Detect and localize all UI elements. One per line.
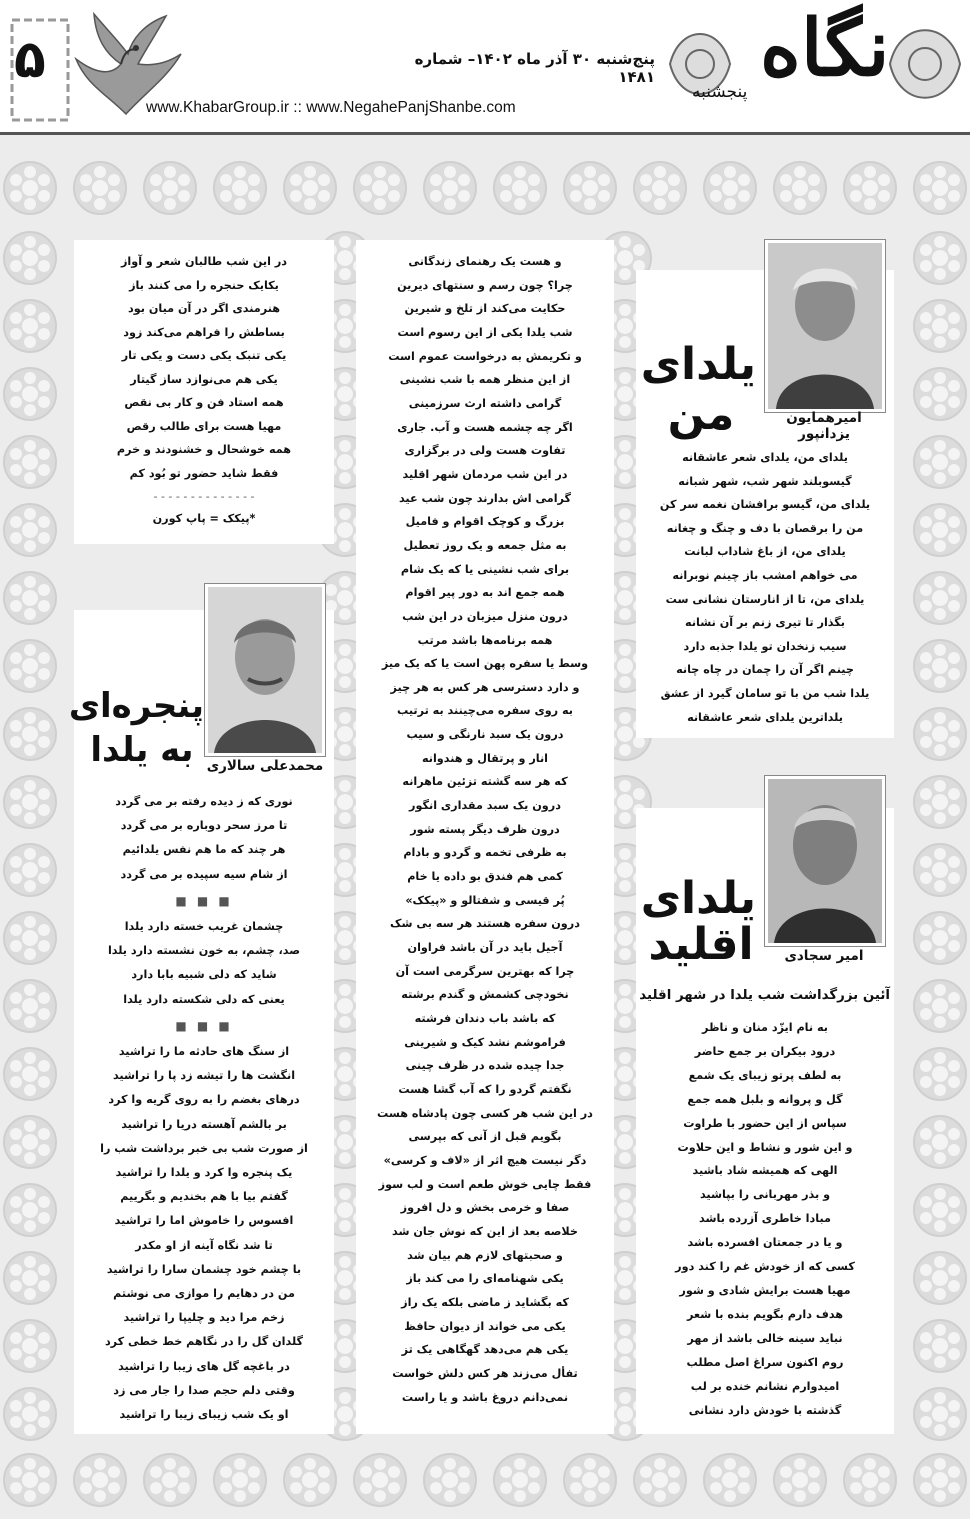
poem-continuation-left — [78, 250, 330, 485]
poem-line: گرامی داشته ارث سرزمینی — [408, 396, 562, 410]
chain-border-icon — [10, 18, 70, 122]
poem-line: بگذار تا تیری زنم بر آن نشانه — [685, 616, 845, 630]
separator-dashes: - - - - - - - - - - - - - - — [153, 490, 255, 503]
poem-line: بر بالشم آهسته دریا را تراشید — [121, 1117, 287, 1131]
poem-line: یکی هم می‌نوازد ساز گیتار — [130, 372, 278, 386]
poem-line: که هر سه گشته تزئین ماهرانه — [402, 775, 568, 789]
poem-yaldaye-eqlid — [640, 1016, 890, 1422]
poem-line: درون سفره هستند هر سه بی شک — [390, 917, 580, 931]
website-urls[interactable]: www.KhabarGroup.ir :: www.NegahePanjShanbe.com — [146, 99, 516, 116]
poem-line: در این شب مردمان شهر اقلید — [402, 467, 568, 481]
poem-line: که بگشاید ز ماضی بلکه یک راز — [401, 1295, 569, 1309]
poem-line: چرا؟ چون رسم و سنتهای دیرین — [397, 278, 573, 292]
poem-line: یلدای من، از باغ شاداب لبانت — [684, 545, 846, 559]
poem-line: همه برنامه‌ها باشد مرتب — [417, 633, 553, 647]
poem-line: هر چند که ما هم نفس یلدائیم — [122, 843, 286, 857]
poem-line: هنرمندی اگر در آن میان بود — [127, 302, 281, 315]
poem-line: انگشت ها را تیشه زد پا را تراشید — [112, 1069, 296, 1083]
poem-line: یلداترین یلدای شعر عاشقانه — [687, 710, 843, 724]
portrait-icon — [768, 779, 882, 943]
poem-line: درون ظرف دیگر پسته شور — [410, 822, 560, 836]
poem-line: یکی تنبک یکی دست و یکی تار — [121, 349, 287, 362]
poem-line: می خواهم امشب باز چینم نوبرانه — [672, 568, 858, 582]
poem-line: درون یک سبد نارنگی و سیب — [406, 728, 564, 742]
poem-line: و تکریمش به درخواست عموم است — [388, 349, 582, 363]
poem-line: مهیا هست برای طالب رقص — [126, 419, 282, 433]
poem-line: همه استاد فن و کار بی نقص — [124, 396, 284, 409]
poem-line: فقط شاید حضور تو بُود کم — [129, 466, 279, 480]
poem-line: من در دهایم را موازی می نوشتم — [113, 1287, 295, 1301]
article-title-yaldaye-man: یلدای من — [640, 339, 756, 440]
poem-line: نگفتم گردو را که آب گشا هست — [398, 1082, 572, 1096]
poem-line: و بذر مهربانی را بپاشید — [699, 1188, 831, 1202]
logo-subtitle: پنجشنبه — [692, 82, 748, 102]
poem-line: وقتی دلم حجم صدا را جار می زد — [113, 1383, 295, 1397]
poem-line: صفا و خرمی بخش و دل افروز — [400, 1201, 570, 1215]
poem-line: یلدای من، یلدای شعر عاشقانه — [682, 451, 848, 464]
poem-line: جدا چیده شده در ظرف چینی — [405, 1059, 565, 1073]
poem-line: درون یک سبد مقداری انگور — [409, 799, 561, 813]
poem-line: به لطف پرتو زیبای یک شمع — [688, 1068, 842, 1082]
poem-line: کمی هم فندق بو داده یا خام — [407, 870, 563, 884]
poem-line: به مثل جمعه و یک روز تعطیل — [403, 538, 567, 552]
poem-line: روم اکنون سراغ اصل مطلب — [686, 1355, 844, 1369]
poem-line: از صورت شب بی خبر برداشت شب را — [100, 1141, 308, 1155]
poem-line: یعنی که دلی شکسته دارد یلدا — [123, 992, 285, 1006]
logo-title: نگاه — [760, 3, 890, 94]
poem-line: که باشد باب دندان فرشته — [414, 1012, 556, 1025]
stanza-separator: ■ ■ ■ — [175, 893, 233, 908]
poem-line: شاید که دلی شبیه بابا دارد — [131, 968, 277, 982]
poem-line: او یک شب زیبای زیبا را تراشید — [119, 1408, 289, 1422]
poem-line: یک پنجره وا کرد و یلدا را تراشید — [115, 1166, 293, 1180]
poem-line: حکایت می‌کند از تلخ و شیرین — [404, 302, 566, 316]
poem-line: و هست یک رهنمای زندگانی — [408, 255, 562, 268]
poem-line: الهی که همیشه شاد باشید — [692, 1164, 838, 1178]
poem-line: امیدوارم نشانم خنده بر لب — [690, 1379, 840, 1393]
author-name-sajjadi: امیر سجادی — [784, 948, 864, 964]
poem-line: نباید سینه خالی باشد از مهر — [687, 1331, 843, 1345]
poem-line: نمی‌دانم دروغ باشد و یا راست — [401, 1390, 569, 1404]
poem-line: در این شب هر کسی چون پادشاه هست — [377, 1106, 593, 1120]
article-title-yaldaye-eqlid: یلدای اقلید — [640, 873, 756, 970]
poem-line: پُر قیسی و شفتالو و «پیکک» — [405, 893, 565, 907]
article-title-panjerei: پنجره‌ای به یلدا — [68, 686, 204, 770]
author-photo-salari — [205, 584, 325, 756]
poem-line: تا مرز سحر دوباره بر می گردد — [120, 819, 288, 833]
footnote-pikak: *پیکک = پاپ کورن — [152, 512, 256, 525]
poem-continuation-middle — [360, 250, 610, 1409]
poem-line: هدف دارم بگویم بنده با شعر — [686, 1307, 844, 1321]
poem-line: و یا در جمعتان افسرده باشد — [687, 1236, 843, 1250]
poem-line: گفتم بیا با هم بخندیم و بگرییم — [120, 1190, 288, 1204]
poem-line: چشمان غریب خسته دارد یلدا — [124, 920, 284, 934]
article-subtitle-eqlid: آئین بزرگداشت شب یلدا در شهر اقلید — [639, 988, 890, 1003]
poem-line: و این شور و نشاط و این حلاوت — [677, 1140, 853, 1154]
poem-line: نخودچی کشمش و گندم برشته — [401, 988, 569, 1002]
poem-line: درهای بغضم را به روی گریه وا کرد — [108, 1093, 300, 1107]
poem-line: مهیا هست برایش شادی و شور — [679, 1283, 851, 1297]
poem-line: دگر نیست هیچ اثر از «لاف و کرسی» — [383, 1153, 587, 1167]
poem-line: انار و پرتقال و هندوانه — [421, 751, 549, 765]
poem-line: تا شد نگاه آینه از او مکدر — [135, 1238, 273, 1252]
poem-line: تفاوت هست ولی در برگزاری — [404, 444, 566, 458]
poem-line: یکی شهنامه‌ای را می کند باز — [406, 1272, 564, 1286]
author-name-salari: محمدعلی سالاری — [206, 758, 324, 774]
poem-line: یلدا شب من با تو سامان گیرد از عشق — [660, 686, 870, 700]
poem-line: گیسوبلند شهر شب، شهر شبانه — [678, 474, 852, 488]
poem-line: گذشته با خودش دارد نشانی — [688, 1403, 842, 1417]
poem-line: و صحبتهای لازم هم بیان شد — [407, 1248, 563, 1262]
poem-line: کسی که از خودش غم را کند دور — [675, 1260, 855, 1274]
poem-line: بگویم قبل از آنی که بپرسی — [408, 1130, 562, 1144]
poem-line: شب یلدا یکی از این رسوم است — [397, 325, 573, 339]
poem-line: و دارد دسترسی هر کس به هر چیز — [390, 680, 580, 694]
poem-line: بزرگ و کوچک اقوام و فامیل — [405, 515, 565, 529]
poem-line: فقط چایی خوش طعم است و لب سوز — [378, 1177, 592, 1191]
poem-line: من را برقصان با دف و چنگ و چغانه — [666, 521, 864, 535]
page-number: ۵ — [14, 30, 46, 90]
poem-line: همه خوشحال و خشنودند و خرم — [116, 443, 292, 456]
poem-line: یکی هم می‌دهد گهگاهی یک تز — [401, 1343, 569, 1357]
poem-line: درون منزل میزبان در این شب — [402, 609, 568, 623]
portrait-icon — [208, 587, 322, 753]
poem-line: آجیل باید در آن باشد فراوان — [407, 941, 563, 955]
poem-yaldaye-man — [640, 446, 890, 729]
poem-line: مبادا خاطری آزرده باشد — [699, 1212, 831, 1226]
poem-line: به نام ایزّد منان و ناظر — [702, 1021, 828, 1034]
page-header — [0, 0, 970, 135]
poem-line: یلدای من، تا از انارستان نشانی ست — [665, 592, 865, 606]
poem-line: همه جمع اند به دور پیر اقوام — [405, 586, 565, 600]
poem-line: از شام سیه سپیده بر می گردد — [120, 867, 288, 881]
poem-line: از این منظر همه با شب نشینی — [399, 373, 571, 387]
poem-line: یکی می خواند از دیوان حافظ — [404, 1319, 566, 1333]
poem-line: در باغچه گل های زیبا را تراشید — [118, 1359, 290, 1373]
poem-line: چینم اگر آن را چمان در چاه چانه — [676, 663, 854, 677]
poem-line: فراموشم نشد کیک و شیرینی — [404, 1035, 566, 1049]
poem-line: وسط یا سفره پهن است یا که یک میز — [381, 657, 589, 671]
poem-line: زخم مرا دید و چلیپا را تراشید — [123, 1311, 285, 1325]
poem-line: از سنگ های حادثه ما را تراشید — [118, 1045, 290, 1059]
poem-panjerei-be-yalda — [78, 790, 330, 1427]
poem-line: درود بیکران بر جمع حاضر — [694, 1044, 836, 1058]
poem-line: چرا که بهترین سرگرمی است آن — [395, 964, 575, 978]
poem-line: یلدای من، گیسو برافشان نغمه سر کن — [659, 498, 871, 512]
poem-line: صد، چشم، به خون نشسته دارد یلدا — [107, 944, 301, 958]
portrait-icon — [768, 243, 882, 409]
poem-line: به روی سفره می‌چینند به ترتیب — [397, 704, 573, 718]
author-photo-yazdanpour — [765, 240, 885, 412]
poem-line: نوری که ز دیده رفته بر می گردد — [115, 795, 293, 808]
poem-line: گل و پروانه و بلبل همه جمع — [687, 1092, 843, 1106]
poem-line: گلدان گل را در نگاهم خط خطی کرد — [104, 1335, 304, 1349]
poem-line: به ظرفی تخمه و گردو و بادام — [403, 846, 567, 860]
poem-line: افسوس را خاموش اما را تراشید — [114, 1214, 294, 1228]
poem-line: اگر چه چشمه هست و آب. جاری — [397, 420, 573, 434]
poem-line: یکایک حنجره را می کنند باز — [129, 278, 279, 292]
poem-line: سیب زنخدان تو یلدا جذبه دارد — [683, 639, 847, 653]
poem-line: سپاس از این حضور با طراوت — [683, 1116, 847, 1130]
author-photo-sajjadi — [765, 776, 885, 946]
poem-line: خلاصه بعد از این که نوش جان شد — [392, 1224, 578, 1238]
poem-line: با چشم خود چشمان سارا را تراشید — [106, 1262, 302, 1276]
poem-line: گرامی اش بدارند چون شب عید — [398, 491, 572, 505]
poem-line: بساطش را فراهم می‌کند زود — [123, 325, 285, 339]
poem-line: برای شب نشینی یا که یک شام — [400, 562, 570, 576]
poem-line: در این شب طالبان شعر و آواز — [120, 255, 288, 268]
poem-line: تفأل می‌زند هر کس دلش خواست — [392, 1366, 578, 1380]
author-name-yazdanpour: امیرهمایون یزدانپور — [786, 410, 862, 442]
stanza-separator: ■ ■ ■ — [175, 1018, 233, 1033]
issue-date: پنج‌شنبه ۳۰ آذر ماه ۱۴۰۲– شماره ۱۴۸۱ — [414, 50, 655, 86]
